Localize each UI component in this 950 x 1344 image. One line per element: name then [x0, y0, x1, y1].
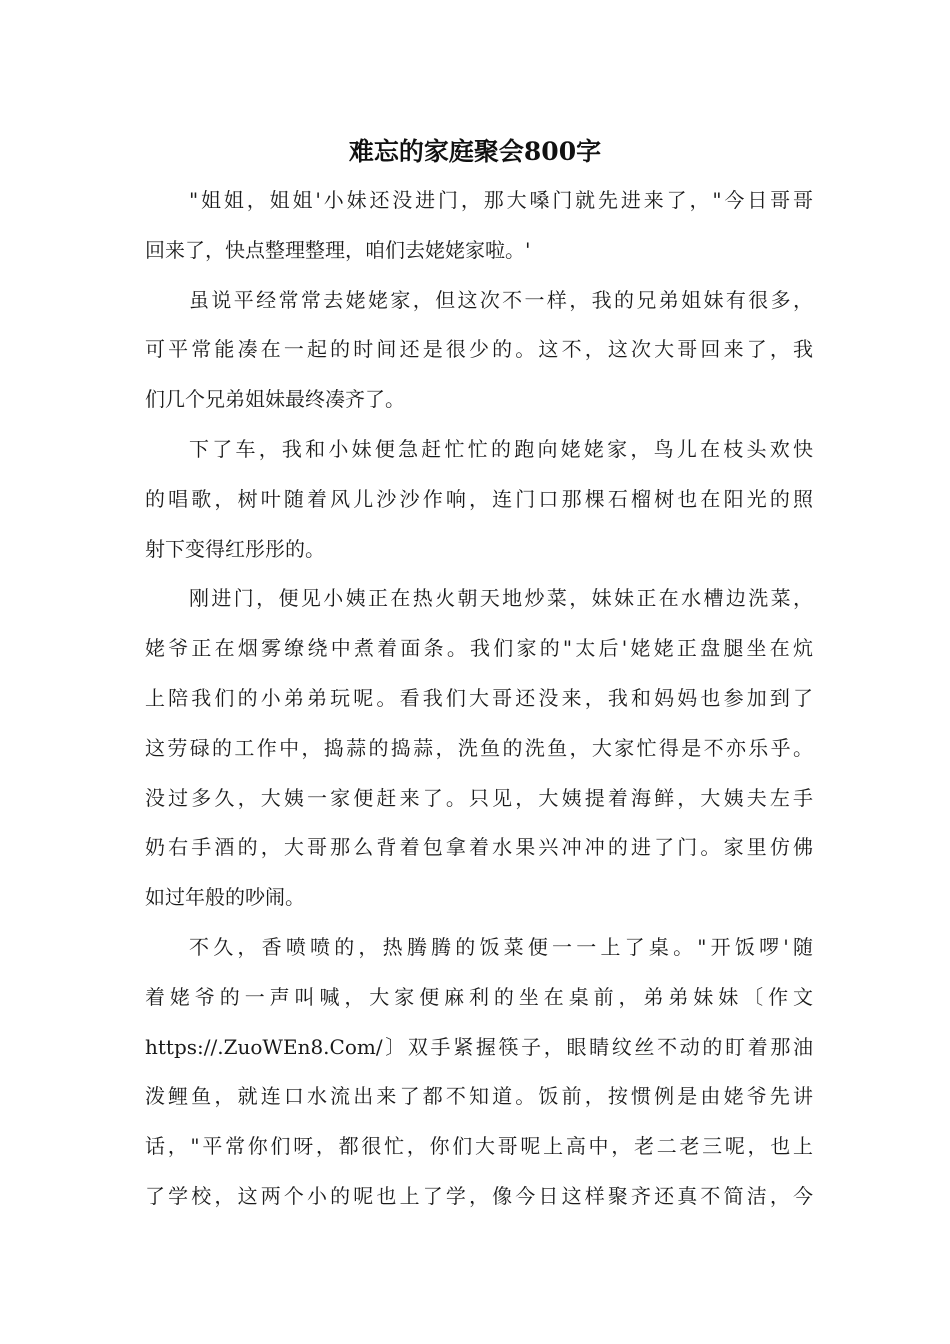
text-line: 着姥爷的一声叫喊，大家便麻利的坐在桌前，弟弟妹妹〔作文 [145, 984, 813, 1009]
text-line: 们几个兄弟姐妹最终凑齐了。 [145, 387, 405, 412]
text-line: 可平常能凑在一起的时间还是很少的。这不，这次大哥回来了，我 [145, 337, 813, 362]
document-body [145, 176, 813, 1222]
text-line: https://.ZuoWEn8.Com/〕双手紧握筷子，眼睛纹丝不动的盯着那油 [145, 1034, 813, 1059]
text-line: 姥爷正在烟雾缭绕中煮着面条。我们家的"太后'姥姥正盘腿坐在炕 [145, 636, 813, 661]
text-line: 刚进门，便见小姨正在热火朝天地炒菜，妹妹正在水槽边洗菜， [189, 586, 813, 611]
text-line: 了学校，这两个小的呢也上了学，像今日这样聚齐还真不简洁，今 [145, 1183, 813, 1208]
text-line: 回来了，快点整理整理，咱们去姥姥家啦。' [145, 237, 531, 262]
text-line: 虽说平经常常去姥姥家，但这次不一样，我的兄弟姐妹有很多， [189, 287, 813, 312]
text-line: 泼鲤鱼，就连口水流出来了都不知道。饭前，按惯例是由姥爷先讲 [145, 1084, 813, 1109]
text-line: 奶右手酒的，大哥那么背着包拿着水果兴冲冲的进了门。家里仿佛 [145, 835, 813, 860]
text-line: 下了车，我和小妹便急赶忙忙的跑向姥姥家，鸟儿在枝头欢快 [189, 436, 813, 461]
text-line: 如过年般的吵闹。 [145, 885, 305, 910]
text-line: 不久，香喷喷的，热腾腾的饭菜便一一上了桌。"开饭啰'随 [189, 934, 813, 959]
text-line: 的唱歌，树叶随着风儿沙沙作响，连门口那棵石榴树也在阳光的照 [145, 486, 813, 511]
text-line: 射下变得红彤彤的。 [145, 536, 325, 561]
text-line: "姐姐，姐姐'小妹还没进门，那大嗓门就先进来了，"今日哥哥 [189, 188, 813, 212]
document-title: 难忘的家庭聚会800字 [348, 137, 602, 166]
text-line: 话，"平常你们呀，都很忙，你们大哥呢上高中，老二老三呢，也上 [145, 1134, 813, 1159]
text-line: 这劳碌的工作中，捣蒜的捣蒜，洗鱼的洗鱼，大家忙得是不亦乐乎。 [145, 735, 813, 760]
text-line: 没过多久，大姨一家便赶来了。只见，大姨提着海鲜，大姨夫左手 [145, 785, 813, 810]
text-line: 上陪我们的小弟弟玩呢。看我们大哥还没来，我和妈妈也参加到了 [145, 685, 813, 710]
